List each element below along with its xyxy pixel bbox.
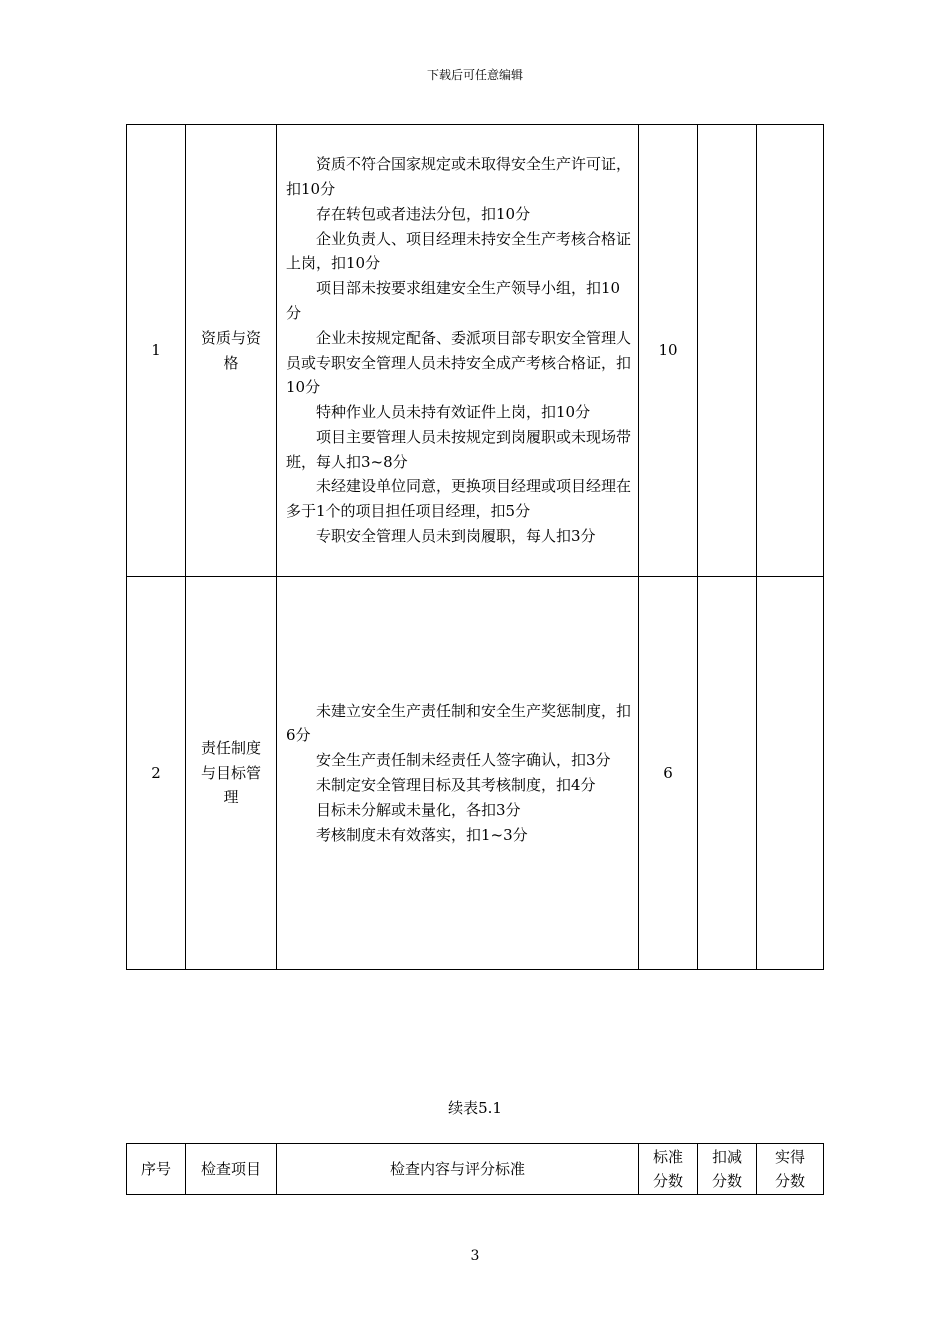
criteria-line: 企业未按规定配备、委派项目部专职安全管理人员或专职安全管理人员未持安全成产考核合格证，扣10分 [286, 328, 632, 397]
inspection-table [126, 124, 824, 970]
header-note: 下载后可任意编辑 [426, 68, 523, 82]
criteria-line: 存在转包或者违法分包，扣10分 [316, 204, 531, 223]
row-criteria [277, 577, 639, 970]
header-content: 检查内容与评分标准 [277, 1144, 639, 1195]
criteria-line: 未经建设单位同意，更换项目经理或项目经理在多于1个的项目担任项目经理，扣5分 [286, 477, 632, 521]
row-deduction [698, 577, 757, 970]
header-standard-score: 标准分数 [639, 1144, 698, 1195]
header-item: 检查项目 [186, 1144, 277, 1195]
criteria-line: 未制定安全管理目标及其考核制度，扣4分 [316, 776, 596, 794]
row-index: 2 [127, 577, 186, 970]
row-actual-score [757, 577, 824, 970]
criteria-line: 未建立安全生产责任制和安全生产奖惩制度，扣6分 [286, 701, 632, 745]
row-standard-score: 6 [639, 577, 698, 970]
criteria-line: 专职安全管理人员未到岗履职，每人扣3分 [316, 527, 596, 546]
continued-table-header [126, 1143, 824, 1195]
criteria-line: 项目主要管理人员未按规定到岗履职或未现场带班，每人扣3~8分 [286, 427, 632, 471]
row-criteria [277, 125, 639, 577]
table-row [127, 577, 824, 970]
table-caption: 续表5.1 [448, 1099, 502, 1117]
criteria-line: 考核制度未有效落实，扣1~3分 [316, 825, 528, 844]
criteria-line: 安全生产责任制未经责任人签字确认，扣3分 [316, 751, 611, 770]
table-row [127, 125, 824, 577]
header-actual-score: 实得分数 [757, 1144, 824, 1195]
row-deduction [698, 125, 757, 577]
header-index: 序号 [127, 1144, 186, 1195]
criteria-line: 企业负责人、项目经理未持安全生产考核合格证上岗，扣10分 [286, 229, 632, 273]
row-standard-score: 10 [639, 125, 698, 577]
header-deduction: 扣减分数 [698, 1144, 757, 1195]
row-actual-score [757, 125, 824, 577]
criteria-line: 目标未分解或未量化，各扣3分 [316, 800, 521, 819]
criteria-line: 特种作业人员未持有效证件上岗，扣10分 [316, 403, 591, 422]
criteria-line: 项目部未按要求组建安全生产领导小组，扣10分 [286, 279, 621, 322]
page-number: 3 [470, 1248, 480, 1264]
row-item: 责任制度与目标管理 [186, 577, 277, 970]
row-item: 资质与资格 [186, 125, 277, 577]
row-index: 1 [127, 125, 186, 577]
criteria-line: 资质不符合国家规定或未取得安全生产许可证，扣10分 [286, 155, 632, 198]
header-row [127, 1144, 824, 1195]
